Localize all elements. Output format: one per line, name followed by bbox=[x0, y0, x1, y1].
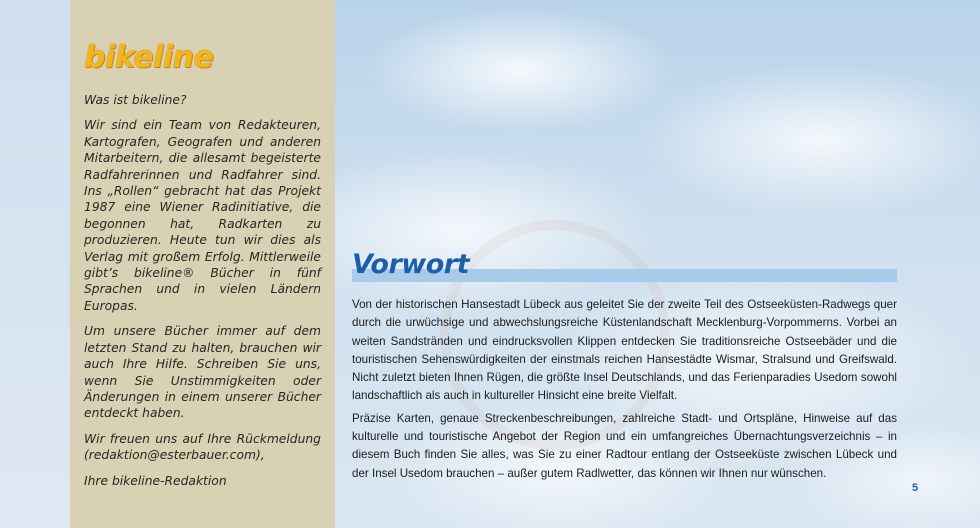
foreword-section bbox=[352, 248, 897, 487]
sidebar-question: Was ist bikeline? bbox=[84, 93, 187, 107]
sidebar-signature: Ihre bikeline-Redaktion bbox=[84, 473, 227, 488]
foreword-paragraph-book: Präzise Karten, genaue Streckenbeschreibungen, zahlreiche Stadt- und Ortspläne, Hinweise auf das kulturelle und touristische Angebot der Region und ein umfangreiches Übernachtungsverzeichnis – in diesem Buch finden Sie alles, was Sie zu einer Radtour entlang der Ostseeküste zwischen Lübeck und der Insel Usedom brauchen – außer gutem Radlwetter, das können wir Ihnen nur wünschen. bbox=[352, 411, 897, 480]
page-title: Vorwort bbox=[352, 249, 470, 280]
left-margin bbox=[0, 0, 70, 528]
title-row bbox=[352, 248, 897, 284]
foreword-paragraph-route: Von der historischen Hansestadt Lübeck aus geleitet Sie der zweite Teil des Ostseeküsten-Radwegs quer durch die urwüchsige und abwechslungsreiche Küstenlandschaft Mecklenburg-Vorpommerns. Vorbei an weiten Sandstränden und eindrucksvollen Klippen entdecken Sie traditionsreiche Ostseebäder und die touristischen Sehenswürdigkeiten der einstmals reichen Hansestädte Wismar, Stralsund und Greifswald. Nicht zuletzt bieten Ihnen Rügen, die größte Insel Deutschlands, und das Ferienparadies Usedom sowohl landschaftlich als auch in kultureller Hinsicht eine breite Vielfalt. bbox=[352, 298, 897, 403]
sidebar-paragraph-team: Wir sind ein Team von Redakteuren, Kartografen, Geografen und anderen Mitarbeitern, die allesamt begeisterte Radfahrerinnen und Radfahrer sind. Ins „Rollen“ gebracht hat das Projekt 1987 eine Wiener Radinitiative, die begonnen hat, Radkarten zu produzieren. Heute tun wir dies als Verlag mit großem Erfolg. Mittlerweile gibt’s bikeline® Bücher in fünf Sprachen und in vielen Ländern Europas. bbox=[84, 118, 321, 313]
bikeline-logo: bikeline bbox=[84, 40, 214, 75]
sidebar-paragraph-help: Um unsere Bücher immer auf dem letzten Stand zu halten, brauchen wir auch Ihre Hilfe. Schreiben Sie uns, wenn Sie Unstimmigkeiten oder Änderungen in einem unserer Bücher entdeckt haben. bbox=[84, 324, 321, 421]
sidebar-panel bbox=[70, 0, 335, 528]
sidebar-paragraph-feedback: Wir freuen uns auf Ihre Rückmeldung (redaktion@esterbauer.com), bbox=[84, 431, 321, 463]
page-number: 5 bbox=[912, 482, 919, 494]
